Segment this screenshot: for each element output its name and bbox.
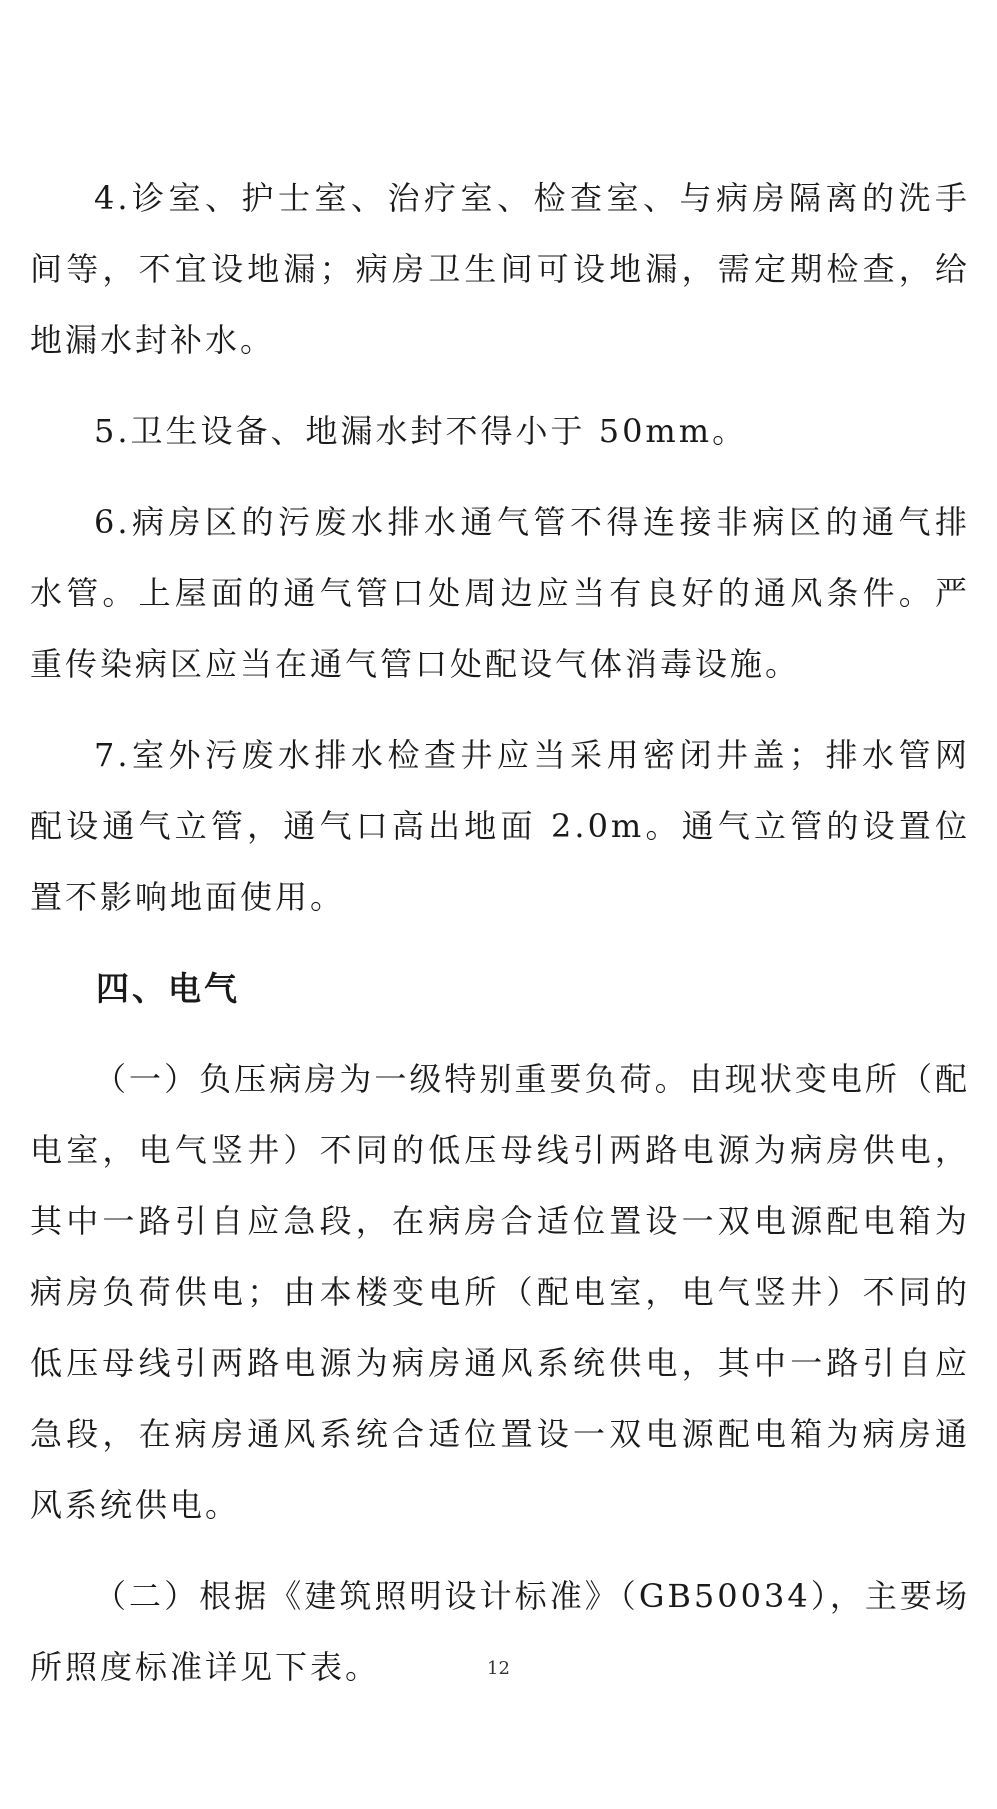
section-heading-electrical: 四、电气 (96, 969, 240, 1008)
paragraph-6-vent-pipes: 6.病房区的污废水排水通气管不得连接非病区的通气排水管。上屋面的通气管口处周边应当有良好的通风条件。严重传染病区应当在通气管口处配设气体消毒设施。 (30, 503, 970, 683)
document-body (30, 163, 970, 1723)
page-number: 12 (487, 1658, 510, 1679)
paragraph-7-inspection-wells: 7.室外污废水排水检查井应当采用密闭井盖；排水管网配设通气立管，通气口高出地面 2.0m。通气立管的设置位置不影响地面使用。 (30, 736, 970, 916)
paragraph-power-supply: （一）负压病房为一级特别重要负荷。由现状变电所（配电室，电气竖井）不同的低压母线引两路电源为病房供电，其中一路引自应急段，在病房合适位置设一双电源配电箱为病房负荷供电；由本楼变电所（配电室，电气竖井）不同的低压母线引两路电源为病房通风系统供电，其中一路引自应急段，在病房通风系统合适位置设一双电源配电箱为病房通风系统供电。 (30, 1060, 970, 1524)
paragraph-4-floor-drains: 4.诊室、护士室、治疗室、检查室、与病房隔离的洗手间等，不宜设地漏；病房卫生间可设地漏，需定期检查，给地漏水封补水。 (30, 179, 970, 359)
paragraph-lighting-standard: （二）根据《建筑照明设计标准》（GB50034），主要场所照度标准详见下表。 (30, 1577, 970, 1686)
paragraph-5-water-seal: 5.卫生设备、地漏水封不得小于 50mm。 (94, 412, 748, 450)
